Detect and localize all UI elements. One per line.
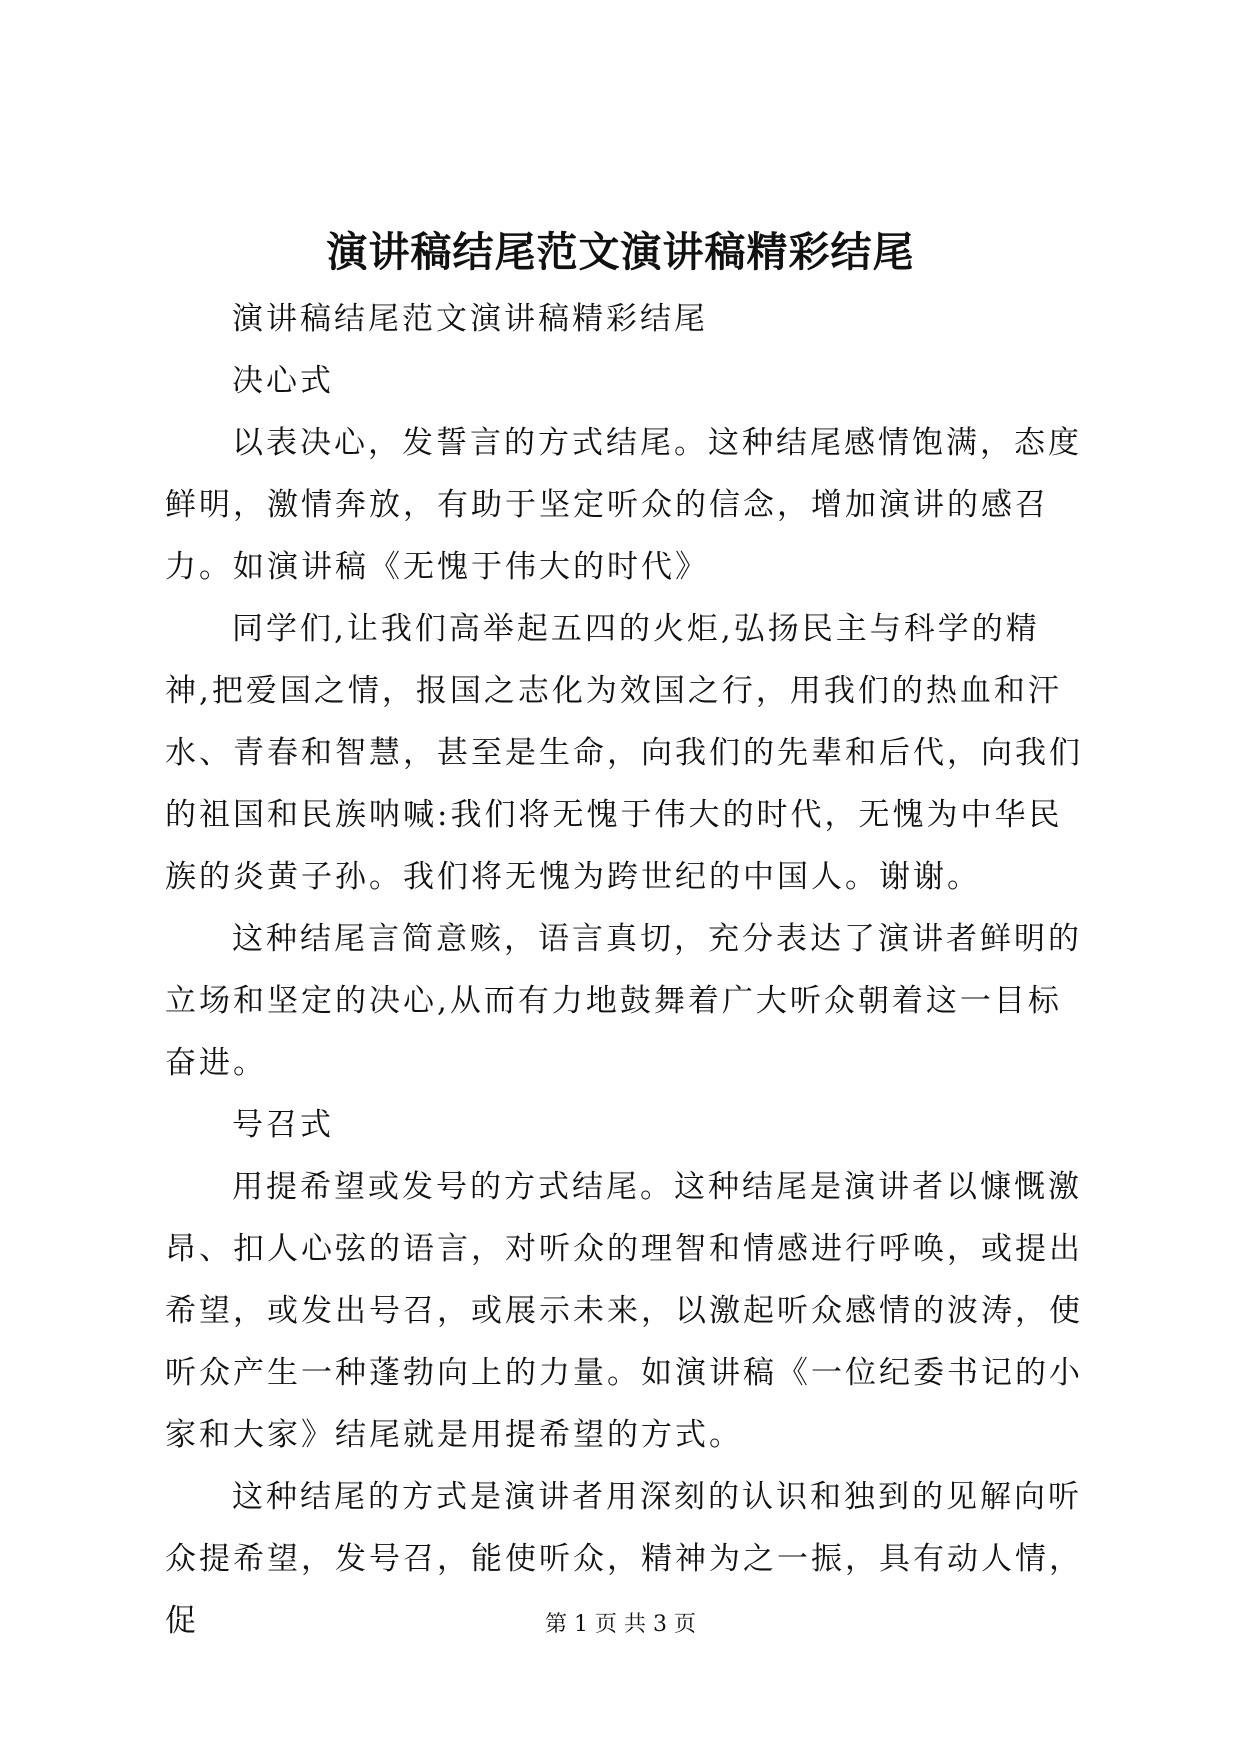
section-heading-appeal: 号召式: [232, 1107, 334, 1143]
paragraph: 用提希望或发号的方式结尾。这种结尾是演讲者以慷慨激昂、扣人心弦的语言，对听众的理智和情感进行呼唤，或提出希望，或发出号召，或展示未来，以激起听众感情的波涛，使听众产生一种蓬勃向上的力量。如演讲稿《一位纪委书记的小家和大家》结尾就是用提希望的方式。: [165, 1169, 1083, 1453]
paragraph-quote: 同学们,让我们高举起五四的火炬,弘扬民主与科学的精神,把爱国之情，报国之志化为效国之行，用我们的热血和汗水、青春和智慧，甚至是生命，向我们的先辈和后代，向我们的祖国和民族呐喊:我们将无愧于伟大的时代，无愧为中华民族的炎黄子孙。我们将无愧为跨世纪的中国人。谢谢。: [165, 611, 1083, 895]
paragraph-subtitle: 演讲稿结尾范文演讲稿精彩结尾: [232, 301, 708, 337]
paragraph: 这种结尾言简意赅，语言真切，充分表达了演讲者鲜明的立场和坚定的决心,从而有力地鼓舞着广大听众朝着这一目标奋进。: [165, 921, 1082, 1081]
document-body: [165, 288, 1085, 1652]
document-title: 演讲稿结尾范文演讲稿精彩结尾: [326, 228, 915, 276]
paragraph: 这种结尾的方式是演讲者用深刻的认识和独到的见解向听众提希望，发号召，能使听众，精神为之一振，具有动人情，促: [165, 1479, 1083, 1639]
page-footer: 第 1 页 共 3 页: [545, 1612, 696, 1637]
section-heading-resolution: 决心式: [232, 363, 334, 399]
paragraph: 以表决心，发誓言的方式结尾。这种结尾感情饱满，态度鲜明，激情奔放，有助于坚定听众的信念，增加演讲的感召力。如演讲稿《无愧于伟大的时代》: [165, 425, 1082, 585]
